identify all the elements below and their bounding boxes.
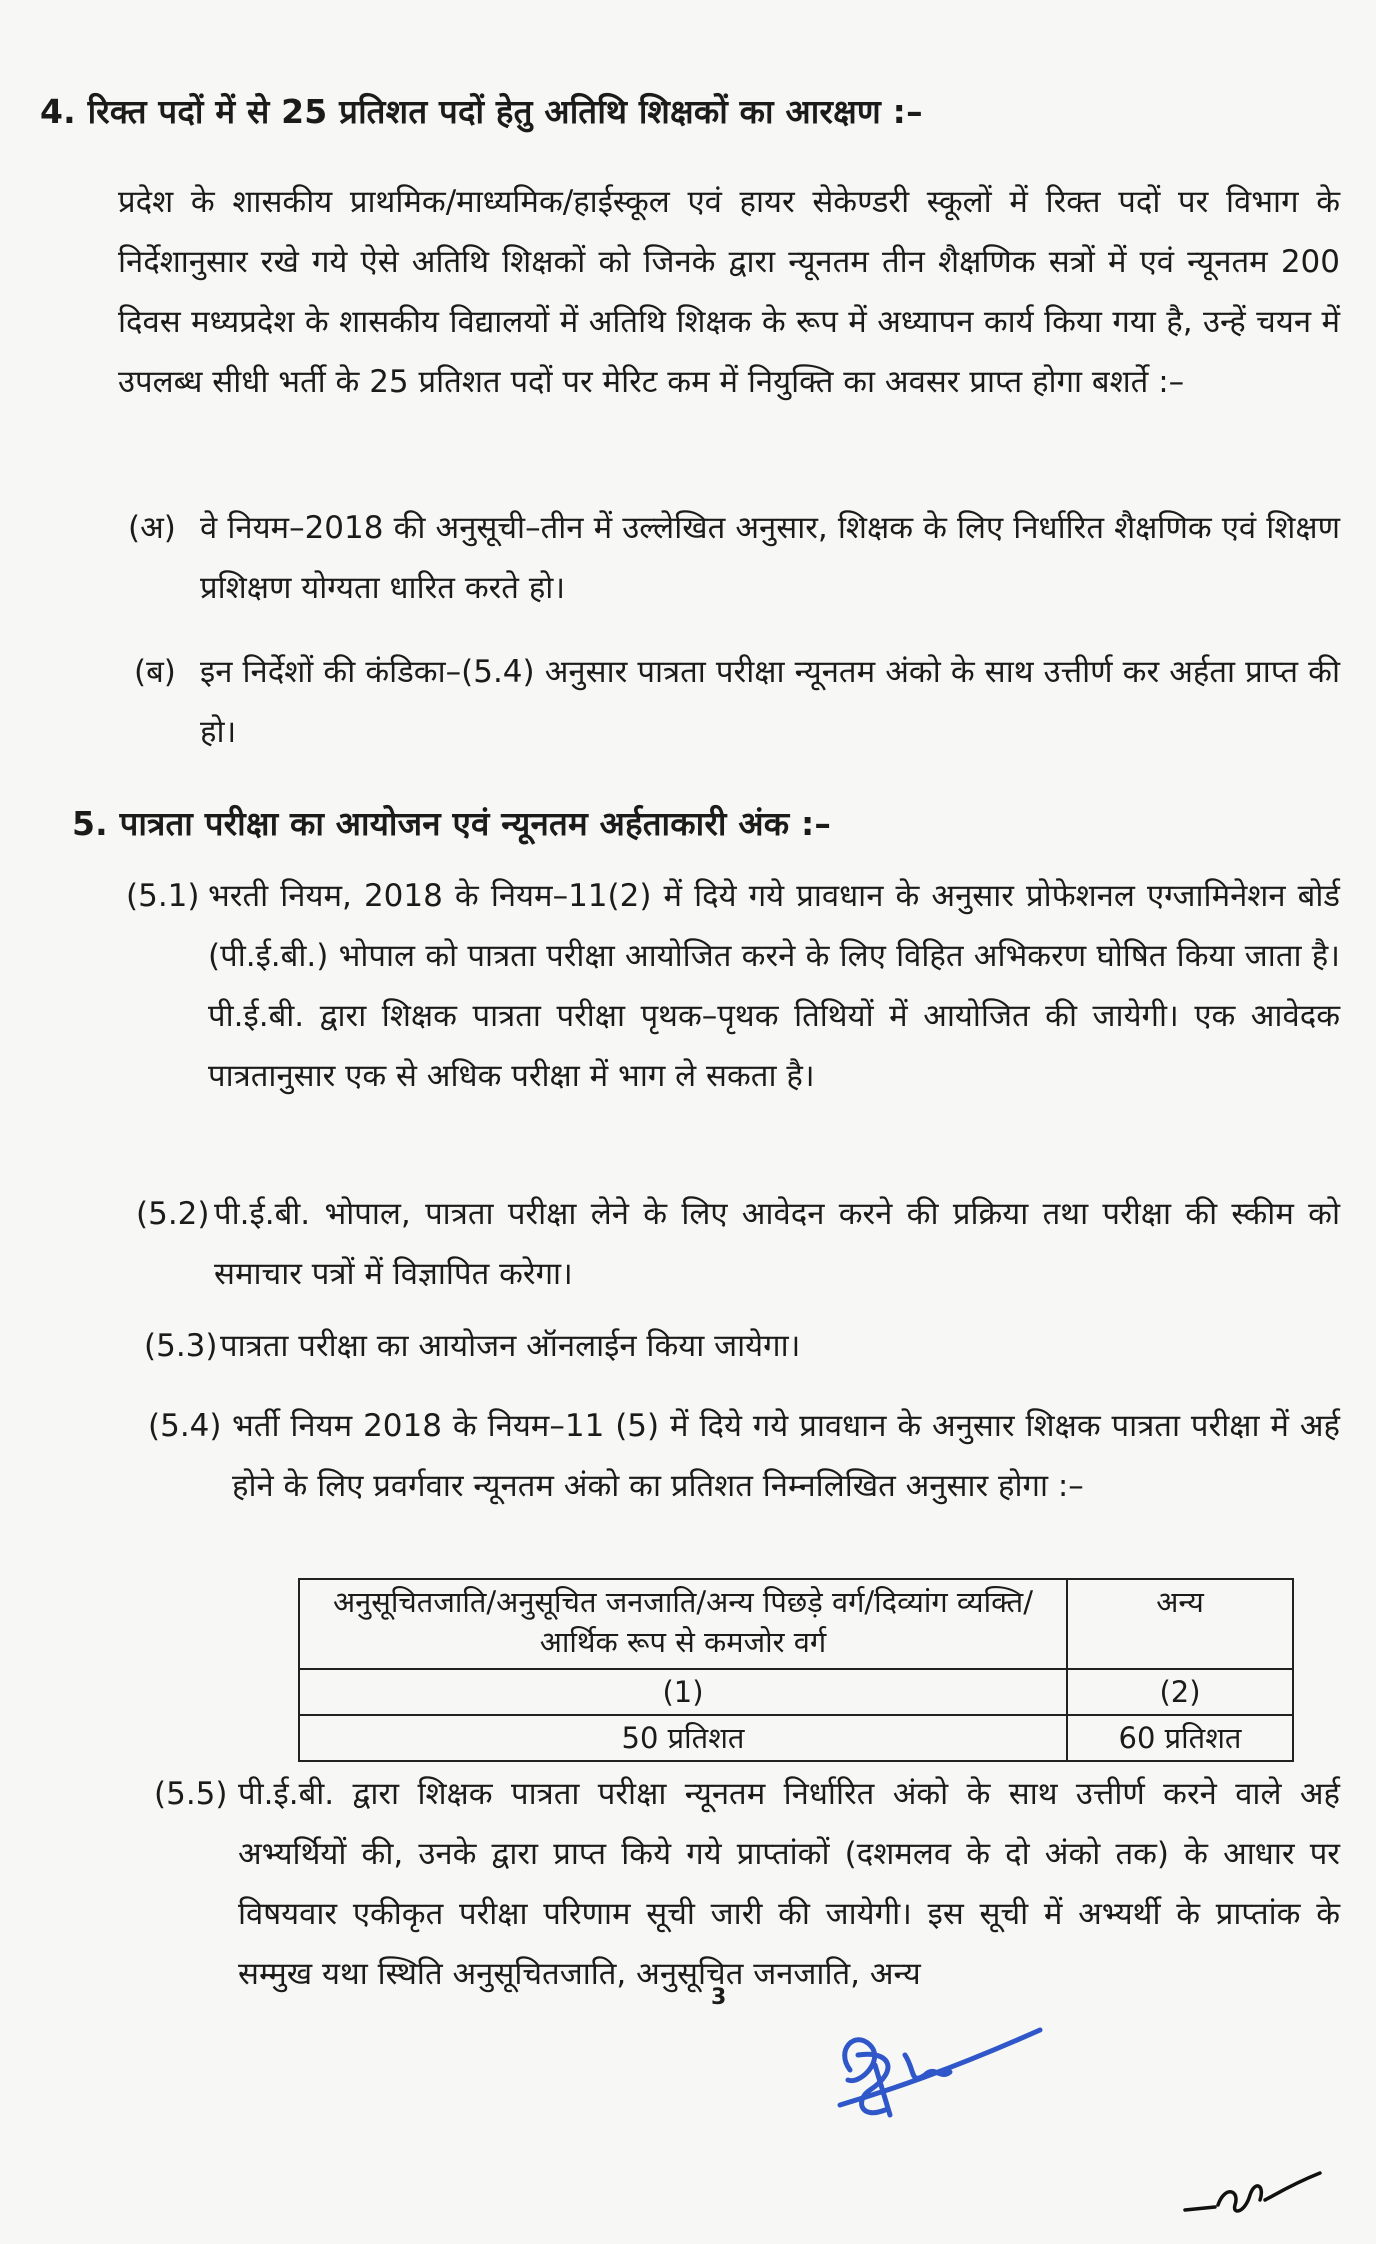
item-text: पात्रता परीक्षा का आयोजन ऑनलाईन किया जायेगा।	[220, 1328, 801, 1364]
item-number: (5.4)	[148, 1408, 222, 1444]
table-cell: (1)	[299, 1669, 1067, 1715]
signature-blue	[830, 2010, 1060, 2140]
section-5-heading: 5. पात्रता परीक्षा का आयोजन एवं न्यूनतम अर्हताकारी अंक :–	[72, 804, 832, 843]
item-text: भर्ती नियम 2018 के नियम–11 (5) में दिये गये प्रावधान के अनुसार शिक्षक पात्रता परीक्षा में अर्ह होने के लिए प्रवर्गवार न्यूनतम अंको का प्रतिशत निम्नलिखित अनुसार होगा :–	[232, 1408, 1340, 1504]
item-number: (ब)	[134, 654, 176, 690]
section-4-paragraph: प्रदेश के शासकीय प्राथमिक/माध्यमिक/हाईस्कूल एवं हायर सेकेण्डरी स्कूलों में रिक्त पदों पर विभाग के निर्देशानुसार रखे गये ऐसे अतिथि शिक्षकों को जिनके द्वारा न्यूनतम तीन शैक्षणिक सत्रों में एवं न्यूनतम 200 दिवस मध्यप्रदेश के शासकीय विद्यालयों में अतिथि शिक्षक के रूप में अध्यापन कार्य किया गया है, उन्हें चयन में उपलब्ध सीधी भर्ती के 25 प्रतिशत पदों पर मेरिट कम में नियुक्ति का अवसर प्राप्त होगा बशर्ते :–	[118, 184, 1340, 400]
table-cell: 60 प्रतिशत	[1067, 1715, 1293, 1761]
list-item	[134, 642, 1340, 762]
list-item	[144, 1316, 1340, 1376]
item-number: (5.5)	[154, 1776, 228, 1812]
item-text: पी.ई.बी. भोपाल, पात्रता परीक्षा लेने के लिए आवेदन करने की प्रक्रिया तथा परीक्षा की स्कीम को समाचार पत्रों में विज्ञापित करेगा।	[214, 1196, 1340, 1292]
signature-initials	[1180, 2165, 1330, 2225]
table-header-cell: अनुसूचितजाति/अनुसूचित जनजाति/अन्य पिछड़े वर्ग/दिव्यांग व्यक्ति/आर्थिक रूप से कमजोर वर्ग	[299, 1579, 1067, 1669]
table-header-cell: अन्य	[1067, 1579, 1293, 1669]
table-cell: 50 प्रतिशत	[299, 1715, 1067, 1761]
table-row	[299, 1715, 1293, 1761]
table-cell: (2)	[1067, 1669, 1293, 1715]
table-header-row	[299, 1579, 1293, 1669]
section-4-heading: 4. रिक्त पदों में से 25 प्रतिशत पदों हेतु अतिथि शिक्षकों का आरक्षण :–	[40, 92, 923, 131]
list-item	[148, 1396, 1340, 1576]
list-item	[136, 1184, 1340, 1304]
item-text: वे नियम–2018 की अनुसूची–तीन में उल्लेखित अनुसार, शिक्षक के लिए निर्धारित शैक्षणिक एवं शिक्षण प्रशिक्षण योग्यता धारित करते हो।	[200, 510, 1340, 606]
item-text: भरती नियम, 2018 के नियम–11(2) में दिये गये प्रावधान के अनुसार प्रोफेशनल एग्जामिनेशन बोर्ड (पी.ई.बी.) भोपाल को पात्रता परीक्षा आयोजित करने के लिए विहित अभिकरण घोषित किया जाता है। पी.ई.बी. द्वारा शिक्षक पात्रता परीक्षा पृथक–पृथक तिथियों में आयोजित की जायेगी। एक आवेदक पात्रतानुसार एक से अधिक परीक्षा में भाग ले सकता है।	[208, 878, 1340, 1094]
item-text: इन निर्देशों की कंडिका–(5.4) अनुसार पात्रता परीक्षा न्यूनतम अंको के साथ उत्तीर्ण कर अर्हता प्राप्त की हो।	[200, 654, 1340, 750]
table-row	[299, 1669, 1293, 1715]
list-item	[154, 1764, 1340, 2004]
item-text: पी.ई.बी. द्वारा शिक्षक पात्रता परीक्षा न्यूनतम निर्धारित अंको के साथ उत्तीर्ण करने वाले अर्ह अभ्यर्थियों की, उनके द्वारा प्राप्त किये गये प्राप्तांकों (दशमलव के दो अंको तक) के आधार पर विषयवार एकीकृत परीक्षा परिणाम सूची जारी की जायेगी। इस सूची में अभ्यर्थी के प्राप्तांक के सम्मुख यथा स्थिति अनुसूचितजाति, अनुसूचित जनजाति, अन्य	[238, 1776, 1340, 1992]
page-number: 3	[711, 1985, 727, 2010]
item-number: (अ)	[128, 510, 176, 546]
qualifying-marks-table	[298, 1578, 1294, 1762]
item-number: (5.2)	[136, 1196, 210, 1232]
list-item	[126, 866, 1340, 1166]
item-number: (5.3)	[144, 1328, 218, 1364]
list-item	[128, 498, 1340, 618]
item-number: (5.1)	[126, 878, 200, 914]
